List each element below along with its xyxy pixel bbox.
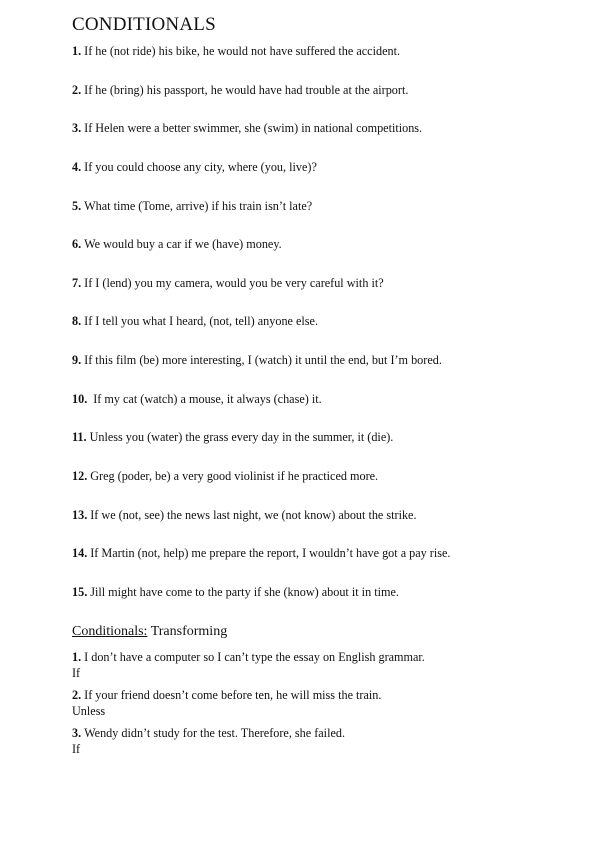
transform-text: If your friend doesn’t come before ten, he will miss the train. (84, 688, 382, 702)
exercise-text: If my cat (watch) a mouse, it always (chase) it. (93, 392, 322, 406)
transform-item (72, 726, 345, 757)
exercise-item (72, 83, 408, 98)
exercise-number: 8. (72, 314, 82, 328)
exercise-text: If Helen were a better swimmer, she (swim) in national competitions. (84, 121, 423, 135)
exercise-item (72, 314, 318, 329)
exercise-item (72, 546, 450, 561)
exercise-text: If he (bring) his passport, he would have had trouble at the airport. (84, 83, 409, 97)
exercise-item (72, 199, 312, 214)
exercise-number: 10. (72, 392, 88, 406)
transform-starter: If (72, 666, 81, 680)
transform-text: I don’t have a computer so I can’t type the essay on English grammar. (84, 650, 425, 664)
exercise-text: Greg (poder, be) a very good violinist if he practiced more. (90, 469, 379, 483)
exercise-number: 15. (72, 585, 88, 599)
exercise-number: 12. (72, 469, 88, 483)
transform-number: 1. (72, 650, 82, 664)
exercise-item (72, 469, 378, 484)
exercise-item (72, 353, 442, 368)
exercise-text: If I (lend) you my camera, would you be very careful with it? (84, 276, 384, 290)
exercise-item (72, 121, 422, 136)
exercise-number: 9. (72, 353, 82, 367)
exercise-text: If this film (be) more interesting, I (watch) it until the end, but I’m bored. (84, 353, 442, 367)
transform-text: Wendy didn’t study for the test. Therefore, she failed. (84, 726, 346, 740)
exercise-number: 7. (72, 276, 82, 290)
exercise-number: 6. (72, 237, 82, 251)
transform-starter: Unless (72, 704, 106, 718)
exercise-number: 5. (72, 199, 82, 213)
section-heading-underlined: Conditionals: (72, 624, 148, 639)
transform-item (72, 650, 425, 681)
exercise-text: If you could choose any city, where (you, live)? (84, 160, 317, 174)
exercise-item (72, 160, 317, 175)
transform-item (72, 688, 381, 719)
exercise-item (72, 237, 282, 252)
exercise-number: 1. (72, 44, 82, 58)
page-title: CONDITIONALS (72, 14, 216, 35)
transform-starter: If (72, 742, 81, 756)
exercise-text: If we (not, see) the news last night, we (not know) about the strike. (90, 508, 417, 522)
exercise-item (72, 585, 399, 600)
exercise-text: If he (not ride) his bike, he would not have suffered the accident. (84, 44, 401, 58)
exercise-number: 2. (72, 83, 82, 97)
exercise-item (72, 508, 417, 523)
transform-number: 2. (72, 688, 82, 702)
section-heading (72, 624, 227, 640)
exercise-item (72, 276, 384, 291)
exercise-number: 3. (72, 121, 82, 135)
exercise-text: If I tell you what I heard, (not, tell) anyone else. (84, 314, 318, 328)
transform-number: 3. (72, 726, 82, 740)
exercise-text: Jill might have come to the party if she (know) about it in time. (90, 585, 399, 599)
exercise-number: 13. (72, 508, 88, 522)
exercise-item (72, 430, 393, 445)
exercise-text: What time (Tome, arrive) if his train isn’t late? (84, 199, 313, 213)
exercise-number: 14. (72, 546, 88, 560)
exercise-text: Unless you (water) the grass every day in the summer, it (die). (89, 430, 394, 444)
exercise-text: If Martin (not, help) me prepare the report, I wouldn’t have got a pay rise. (90, 546, 451, 560)
exercise-number: 11. (72, 430, 87, 444)
section-heading-rest: Transforming (150, 624, 228, 639)
exercise-number: 4. (72, 160, 82, 174)
exercise-item (72, 392, 322, 407)
exercise-item (72, 44, 400, 59)
exercise-text: We would buy a car if we (have) money. (84, 237, 282, 251)
